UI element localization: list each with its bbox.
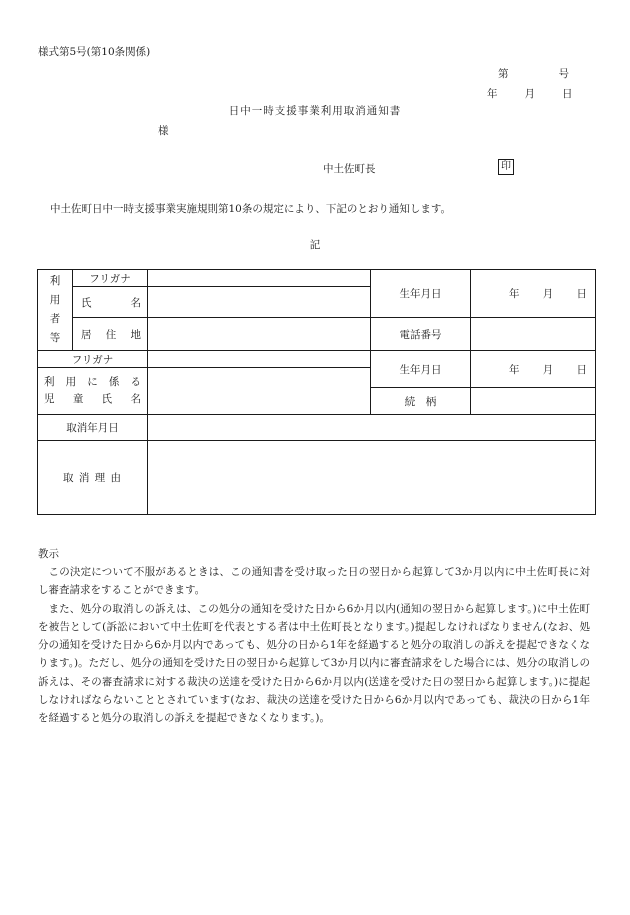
cancel-date-label: 取消年月日 xyxy=(38,415,148,441)
instruction-paragraph-1: この決定について不服があるときは、この通知書を受け取った日の翌日から起算して3か月以内に中土佐町長に対し審査請求をすることができます。 xyxy=(38,566,590,597)
phone-label: 電話番号 xyxy=(371,318,471,351)
cancel-date-field[interactable] xyxy=(148,415,596,441)
issue-date-month: 月 xyxy=(524,88,535,100)
user-furigana-field[interactable] xyxy=(148,270,371,287)
user-furigana-row xyxy=(38,270,596,287)
number-prefix: 第 xyxy=(498,68,509,80)
cancel-date-row xyxy=(38,415,596,441)
phone-field[interactable] xyxy=(471,318,596,351)
user-name-label: 氏 名 xyxy=(73,287,148,318)
user-address-field[interactable] xyxy=(148,318,371,351)
ki-heading: 記 xyxy=(309,239,321,251)
document-title: 日中一時支援事業利用取消通知書 xyxy=(228,105,402,117)
user-birthdate-field[interactable]: 年 月 日 xyxy=(471,270,596,318)
child-birthdate-field[interactable]: 年 月 日 xyxy=(471,351,596,388)
child-name-label: 利 用 に 係 る 児 童 氏 名 xyxy=(38,368,148,415)
addressee-suffix: 様 xyxy=(158,125,169,137)
child-furigana-field[interactable] xyxy=(148,351,371,368)
instruction-body xyxy=(38,563,590,728)
child-furigana-row xyxy=(38,351,596,368)
relation-field[interactable] xyxy=(471,388,596,415)
issue-date-line xyxy=(487,86,573,101)
issue-date-year: 年 xyxy=(487,88,498,100)
form-number: 様式第5号(第10条関係) xyxy=(38,46,151,58)
child-birthdate-label: 生年月日 xyxy=(371,351,471,388)
user-address-row xyxy=(38,318,596,351)
number-suffix: 号 xyxy=(558,68,569,80)
document-number-line xyxy=(498,66,569,81)
user-birthdate-label: 生年月日 xyxy=(371,270,471,318)
user-name-field[interactable] xyxy=(148,287,371,318)
notice-text: 中土佐町日中一時支援事業実施規則第10条の規定により、下記のとおり通知します。 xyxy=(50,203,452,215)
instruction-paragraph-2: また、処分の取消しの訴えは、この処分の通知を受けた日から6か月以内(通知の翌日から起算します。)に中土佐町を被告として(訴訟において中土佐町を代表とする者は中土佐町長となります。)提起しなければなりません(なお、処分の通知を受けた日から6か月以内であっても、処分の日から1年を経過すると処分の取消しの訴えを提起できなくなります。)。ただし、処分の通知を受けた日の翌日から起算して3か月以内に審査請求をした場合には、処分の取消しの訴えは、その審査請求に対する裁決の送達を受けた日から6か月以内(送達を受けた日の翌日から起算します。)に提起しなければならないこととされています(なお、裁決の送達を受けた日から6か月以内であっても、裁決の日から1年を経過すると処分の取消しの訴えを提起できなくなります。)。 xyxy=(38,602,590,725)
cancel-reason-row xyxy=(38,441,596,515)
user-address-label: 居 住 地 xyxy=(73,318,148,351)
cancel-reason-field[interactable] xyxy=(148,441,596,515)
user-label: 利 用 者 等 xyxy=(38,270,73,351)
cancel-reason-label: 取 消 理 由 xyxy=(38,441,148,515)
child-furigana-label: フリガナ xyxy=(38,351,148,368)
issue-date-day: 日 xyxy=(562,88,573,100)
form-table xyxy=(37,269,596,515)
child-name-field[interactable] xyxy=(148,368,371,415)
relation-label: 続 柄 xyxy=(371,388,471,415)
user-furigana-label: フリガナ xyxy=(73,270,148,287)
instruction-title: 教示 xyxy=(38,548,59,560)
seal-mark: 印 xyxy=(498,159,514,175)
issuer-name: 中土佐町長 xyxy=(323,163,376,175)
